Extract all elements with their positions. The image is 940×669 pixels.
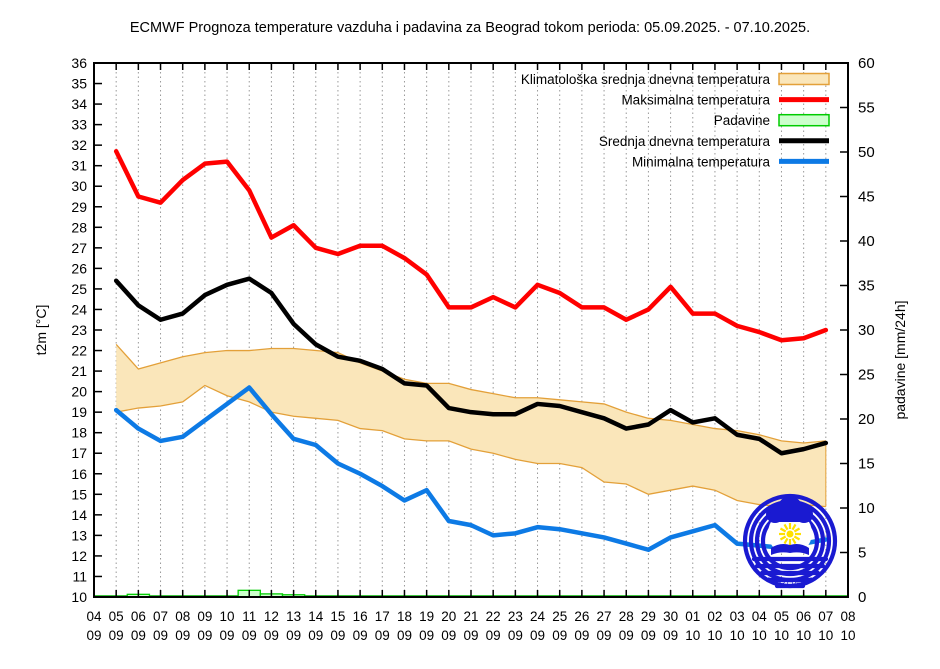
svg-text:16: 16 (352, 609, 368, 624)
svg-text:22: 22 (485, 609, 501, 624)
svg-text:27: 27 (71, 239, 87, 256)
svg-text:15: 15 (71, 486, 87, 503)
svg-text:26: 26 (71, 260, 87, 277)
svg-text:06: 06 (796, 609, 812, 624)
svg-text:06: 06 (130, 609, 146, 624)
svg-text:21: 21 (71, 363, 87, 380)
svg-text:25: 25 (552, 609, 568, 624)
svg-text:33: 33 (71, 116, 87, 133)
rhmz-logo (745, 496, 835, 588)
svg-text:22: 22 (71, 342, 87, 359)
svg-text:14: 14 (71, 506, 87, 523)
svg-text:09: 09 (419, 628, 435, 643)
svg-text:09: 09 (219, 628, 235, 643)
svg-text:31: 31 (71, 157, 87, 174)
svg-text:30: 30 (663, 609, 679, 624)
svg-text:10: 10 (71, 589, 87, 605)
svg-text:Srednja dnevna temperatura: Srednja dnevna temperatura (598, 133, 770, 149)
svg-text:09: 09 (286, 628, 302, 643)
svg-text:15: 15 (330, 609, 346, 624)
svg-text:10: 10 (751, 628, 767, 643)
svg-text:45: 45 (858, 188, 875, 206)
svg-text:09: 09 (507, 628, 523, 643)
svg-text:34: 34 (71, 96, 87, 113)
svg-text:10: 10 (858, 500, 875, 517)
svg-text:17: 17 (374, 609, 390, 624)
svg-text:35: 35 (71, 75, 87, 92)
svg-text:09: 09 (263, 628, 279, 643)
legend (521, 72, 829, 169)
svg-text:29: 29 (71, 198, 87, 215)
svg-text:15: 15 (858, 455, 875, 473)
svg-text:05: 05 (108, 609, 124, 624)
svg-text:Klimatološka srednja dnevna te: Klimatološka srednja dnevna temperatura (520, 72, 770, 87)
svg-text:09: 09 (596, 628, 612, 643)
svg-text:28: 28 (618, 609, 634, 624)
svg-text:Maksimalna temperatura: Maksimalna temperatura (621, 92, 770, 108)
svg-text:50: 50 (858, 144, 875, 161)
svg-text:55: 55 (858, 99, 875, 117)
svg-text:09: 09 (352, 628, 368, 643)
svg-text:08: 08 (175, 609, 191, 624)
svg-text:35: 35 (858, 277, 875, 295)
svg-text:Padavine: Padavine (713, 113, 770, 129)
svg-text:36: 36 (71, 55, 87, 71)
svg-text:24: 24 (71, 301, 87, 318)
logo-text: РХМЗ СРБИЈЕ (765, 576, 815, 589)
svg-text:09: 09 (618, 628, 634, 643)
svg-text:11: 11 (242, 609, 257, 624)
svg-text:09: 09 (86, 628, 102, 643)
svg-text:25: 25 (858, 366, 875, 384)
svg-text:20: 20 (858, 411, 875, 428)
svg-text:09: 09 (241, 628, 257, 643)
svg-text:10: 10 (219, 609, 235, 624)
svg-text:09: 09 (374, 628, 390, 643)
svg-text:02: 02 (707, 609, 723, 624)
svg-text:10: 10 (796, 628, 812, 643)
svg-text:09: 09 (197, 628, 213, 643)
svg-text:28: 28 (71, 219, 87, 236)
svg-text:0: 0 (858, 589, 867, 606)
svg-text:09: 09 (308, 628, 324, 643)
svg-text:04: 04 (86, 609, 102, 624)
svg-text:21: 21 (463, 609, 479, 624)
svg-text:08: 08 (840, 609, 856, 624)
svg-text:30: 30 (71, 178, 87, 195)
svg-text:09: 09 (463, 628, 479, 643)
svg-text:25: 25 (71, 280, 87, 297)
svg-text:20: 20 (71, 383, 87, 400)
svg-text:07: 07 (153, 609, 169, 624)
svg-text:09: 09 (574, 628, 590, 643)
svg-text:18: 18 (396, 609, 412, 624)
svg-text:5: 5 (858, 544, 867, 562)
svg-text:18: 18 (71, 424, 87, 441)
svg-text:12: 12 (71, 547, 87, 564)
svg-text:04: 04 (751, 609, 767, 624)
svg-text:09: 09 (108, 628, 124, 643)
y-right-axis-label: padavine [mm/24h] (892, 300, 908, 420)
svg-text:10: 10 (840, 628, 856, 643)
svg-text:09: 09 (441, 628, 457, 643)
svg-text:09: 09 (530, 628, 546, 643)
svg-text:14: 14 (308, 609, 324, 624)
svg-text:09: 09 (552, 628, 568, 643)
svg-text:09: 09 (663, 628, 679, 643)
svg-text:07: 07 (818, 609, 834, 624)
svg-text:26: 26 (574, 609, 590, 624)
svg-text:13: 13 (286, 609, 302, 624)
svg-text:17: 17 (71, 445, 87, 462)
svg-text:10: 10 (773, 628, 789, 643)
svg-text:09: 09 (485, 628, 501, 643)
svg-text:60: 60 (858, 55, 875, 72)
svg-text:10: 10 (729, 628, 745, 643)
svg-text:32: 32 (71, 137, 87, 154)
svg-text:09: 09 (396, 628, 412, 643)
svg-text:19: 19 (419, 609, 435, 624)
svg-text:09: 09 (175, 628, 191, 643)
svg-text:10: 10 (685, 628, 701, 643)
svg-text:19: 19 (71, 404, 87, 421)
svg-text:16: 16 (71, 465, 87, 482)
svg-text:24: 24 (530, 609, 546, 624)
svg-text:20: 20 (441, 609, 457, 624)
svg-text:09: 09 (153, 628, 169, 643)
svg-text:23: 23 (507, 609, 523, 624)
svg-text:09: 09 (640, 628, 656, 643)
svg-text:29: 29 (640, 609, 656, 624)
y-left-axis-label: t2m [°C] (33, 304, 49, 356)
svg-text:27: 27 (596, 609, 612, 624)
svg-text:01: 01 (685, 609, 701, 624)
svg-text:10: 10 (707, 628, 723, 643)
svg-text:09: 09 (197, 609, 213, 624)
svg-text:13: 13 (71, 527, 87, 544)
svg-text:Minimalna temperatura: Minimalna temperatura (631, 154, 770, 170)
svg-text:40: 40 (858, 233, 875, 250)
svg-text:30: 30 (858, 322, 875, 339)
svg-text:05: 05 (773, 609, 789, 624)
svg-text:09: 09 (330, 628, 346, 643)
svg-text:09: 09 (130, 628, 146, 643)
svg-text:12: 12 (263, 609, 279, 624)
svg-text:23: 23 (71, 322, 87, 338)
chart-title: ECMWF Prognoza temperature vazduha i padavina za Beograd tokom perioda: 05.09.2025. - 07.10.2025. (129, 20, 811, 36)
svg-text:03: 03 (729, 609, 745, 624)
svg-text:10: 10 (818, 628, 834, 643)
svg-text:11: 11 (72, 568, 87, 585)
